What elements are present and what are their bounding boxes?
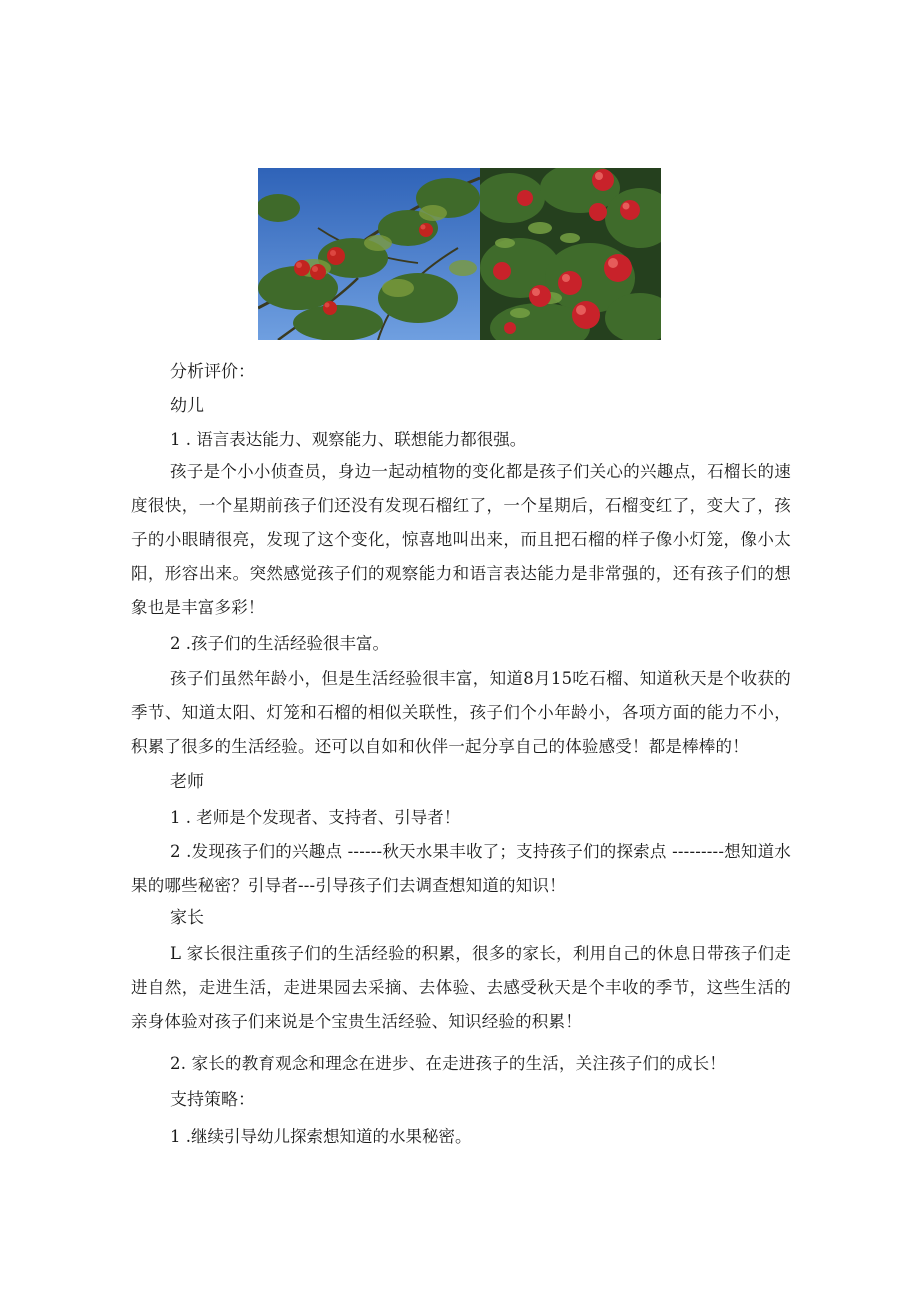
strategy-item-1: 1 .继续引导幼儿探索想知道的水果秘密。 bbox=[170, 1127, 472, 1146]
pomegranate-photos bbox=[258, 168, 661, 340]
child-item-1-text: 孩子是个小小侦查员，身边一起动植物的变化都是孩子们关心的兴趣点，石榴长的速度很快，一个星期前孩子们还没有发现石榴红了，一个星期后，石榴变红了，变大了，孩子的小眼睛很亮，发现了这个变化，惊喜地叫出来，而且把石榴的样子像小灯笼，像小太阳，形容出来。突然感觉孩子们的观察能力和语言表达能力是非常强的，还有孩子们的想象也是丰富多彩！ bbox=[131, 462, 791, 617]
parent-item-2: 2. 家长的教育观念和理念在进步、在走进孩子的生活，关注孩子们的成长！ bbox=[170, 1054, 726, 1073]
child-item-1: 1 . 语言表达能力、观察能力、联想能力都很强。 bbox=[170, 430, 527, 449]
child-item-2: 2 .孩子们的生活经验很丰富。 bbox=[170, 634, 389, 653]
parent-item-1: L 家长很注重孩子们的生活经验的积累，很多的家长，利用自己的休息日带孩子们走进自然，走进生活，走进果园去采摘、去体验、去感受秋天是个丰收的季节，这些生活的亲身体验对孩子们来说是个宝贵生活经验、知识经验的积累！ bbox=[131, 944, 791, 1031]
strategy-heading: 支持策略： bbox=[170, 1090, 255, 1110]
child-item-2-text: 孩子们虽然年龄小，但是生活经验很丰富，知道8月15吃石榴、知道秋天是个收获的季节、知道太阳、灯笼和石榴的相似关联性，孩子们个小年龄小，各项方面的能力不小，积累了很多的生活经验。还可以自如和伙伴一起分享自己的体验感受！都是棒棒的！ bbox=[131, 669, 791, 756]
teacher-item-1: 1 . 老师是个发现者、支持者、引导者！ bbox=[170, 808, 461, 827]
teacher-item-2: 2 .发现孩子们的兴趣点 ------秋天水果丰收了；支持孩子们的探索点 ---------想知道水果的哪些秘密？引导者---引导孩子们去调查想知道的知识！ bbox=[131, 842, 791, 895]
pomegranate-sky-photo bbox=[258, 168, 480, 340]
child-heading: 幼儿 bbox=[170, 396, 204, 416]
analysis-title: 分析评价： bbox=[170, 362, 255, 382]
parent-heading: 家长 bbox=[170, 908, 204, 928]
teacher-heading: 老师 bbox=[170, 772, 204, 792]
pomegranate-foliage-photo bbox=[480, 168, 661, 340]
